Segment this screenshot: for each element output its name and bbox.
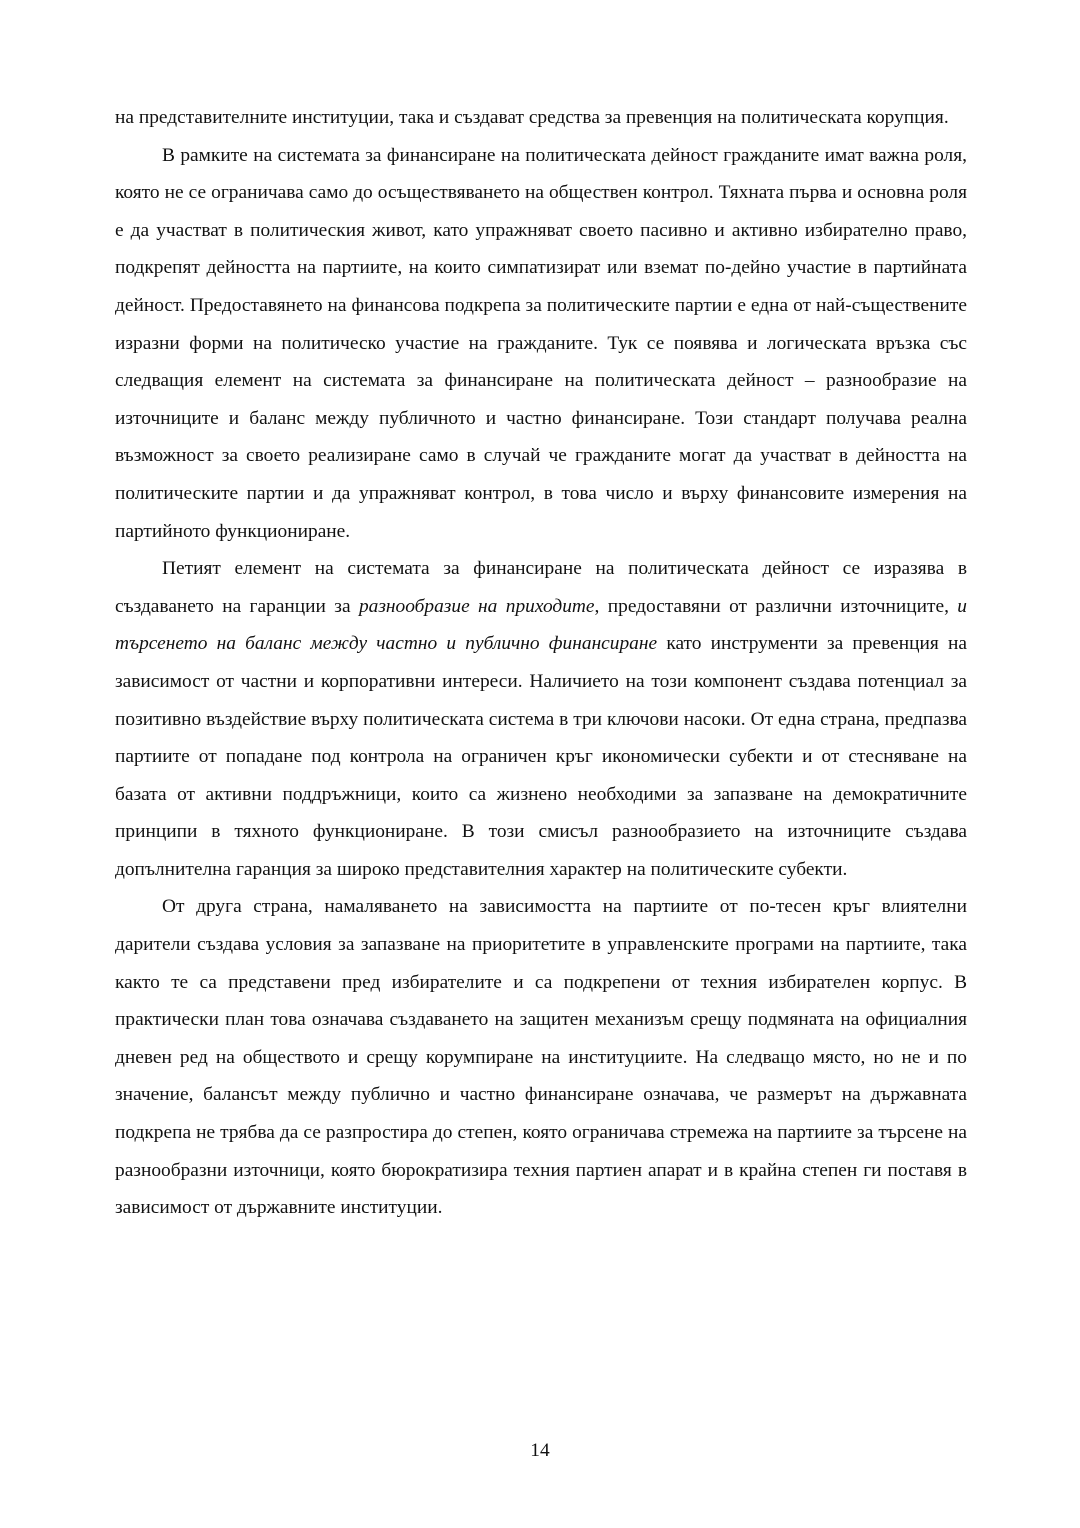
paragraph-text: като инструменти за превенция на зависимост от частни и корпоративни интереси. Наличието на този компонент създава потенциал за позитивно въздействие върху политическата система в три ключови насоки. От една страна, предпазва партиите от попадане под контрола на ограничен кръг икономически субекти и от стесняване на базата от активни поддръжници, които са жизнено необходими за запазване на демократичните принципи в тяхното функциониране. В този смисъл разнообразието на източниците създава допълнителна гаранция за широко представителния характер на политическите субекти.: [115, 633, 967, 880]
paragraph-continuation: на представителните институции, така и създават средства за превенция на политическата корупция.: [115, 107, 949, 128]
paragraph-text: , предоставяни от различни източниците,: [594, 595, 958, 617]
paragraph-fifth-element: [115, 550, 967, 888]
body-text: [115, 99, 967, 1227]
paragraph-text: Петият елемент на системата за финансиране на политическата дейност се изразява в създаването на гаранции за: [115, 558, 967, 617]
italic-phrase: и търсенето на баланс между частно и публично финансиране: [115, 595, 967, 655]
page-number: 14: [530, 1440, 550, 1461]
italic-phrase: разнообразие на приходите: [358, 595, 595, 617]
paragraph-other-side: От друга страна, намаляването на зависимостта на партиите от по-тесен кръг влиятелни дарители създава условия за запазване на приоритетите в управленските програми на партиите, така както те са представени пред избирателите и са подкрепени от техния избирателен корпус. В практически план това означава създаването на защитен механизъм срещу подмяната на официалния дневен ред на обществото и срещу корумпиране на институциите. На следващо място, но не и по значение, балансът между публично и частно финансиране означава, че размерът на държавната подкрепа не трябва да се разпростира до степен, която ограничава стремежа на партиите за търсене на разнообразни източници, която бюрократизира техния партиен апарат и в крайна степен ги поставя в зависимост от държавните институции.: [115, 896, 967, 1219]
paragraph-citizens-role: В рамките на системата за финансиране на политическата дейност гражданите имат важна роля, която не се ограничава само до осъществяването на обществен контрол. Тяхната първа и основна роля е да участват в политическия живот, като упражняват своето пасивно и активно избирателно право, подкрепят дейността на партиите, на които симпатизират или вземат по-дейно участие в партийната дейност. Предоставянето на финансова подкрепа за политическите партии е една от най-съществените изразни форми на политическо участие на гражданите. Тук се появява и логическата връзка със следващия елемент на системата за финансиране на политическата дейност – разнообразие на източниците и баланс между публичното и частно финансиране. Този стандарт получава реална възможност за своето реализиране само в случай че гражданите могат да участват в дейността на политическите партии и да упражняват контрол, в това число и върху финансовите измерения на партийното функциониране.: [115, 144, 967, 542]
